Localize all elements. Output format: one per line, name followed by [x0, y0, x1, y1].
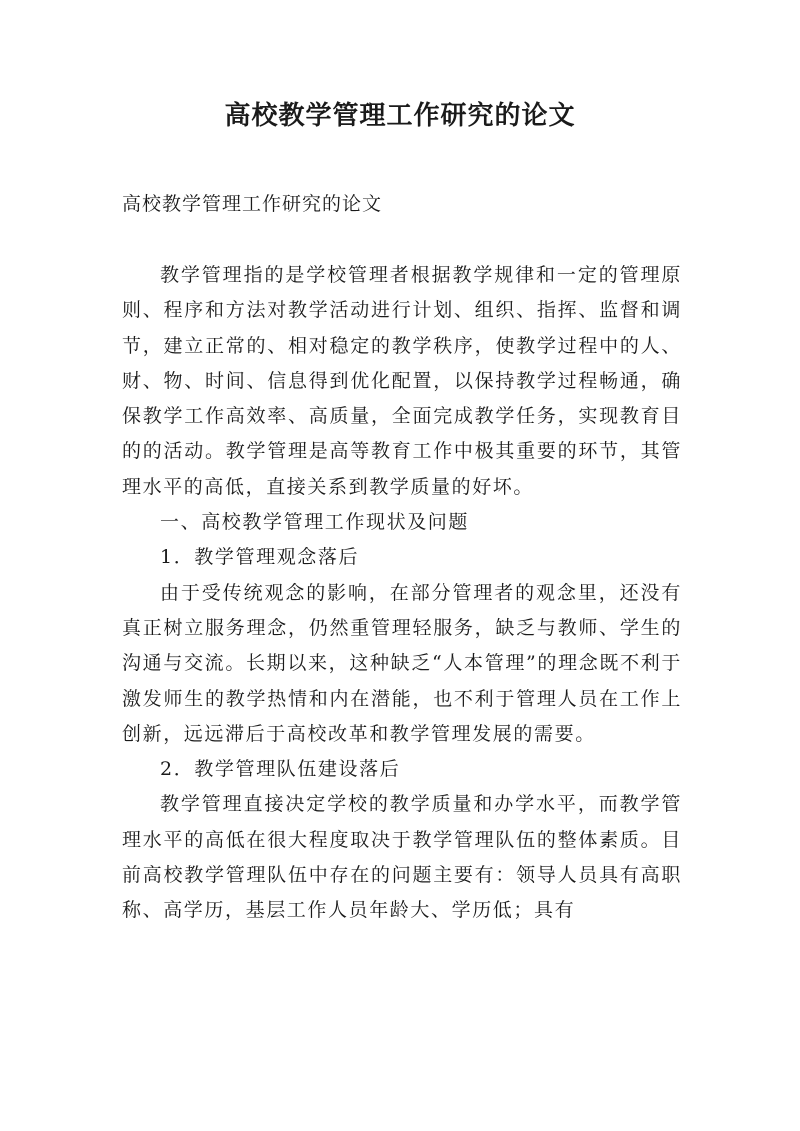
subsection-heading-2: 2．教学管理队伍建设落后 — [160, 758, 401, 781]
intro-paragraph: 教学管理指的是学校管理者根据教学规律和一定的管理原则、程序和方法对教学活动进行计划、组织、指挥、监督和调节，建立正常的、相对稳定的教学秩序，使教学过程中的人、财、物、时间、信息得到优化配置，以保持教学过程畅通，确保教学工作高效率、高质量，全面完成教学任务，实现教育目的的活动。教学管理是高等教育工作中极其重要的环节，其管理水平的高低，直接关系到教学质量的好坏。 — [122, 264, 682, 498]
paragraph-management-team: 教学管理直接决定学校的教学质量和办学水平，而教学管理水平的高低在很大程度取决于教学管理队伍的整体素质。目前高校教学管理队伍中存在的问题主要有：领导人员具有高职称、高学历，基层工作人员年龄大、学历低；具有 — [122, 793, 682, 922]
paragraph-management-concept: 由于受传统观念的影响，在部分管理者的观念里，还没有真正树立服务理念，仍然重管理轻服务，缺乏与教师、学生的沟通与交流。长期以来，这种缺乏“人本管理”的理念既不利于激发师生的教学热情和内在潜能，也不利于管理人员在工作上创新，远远滞后于高校改革和教学管理发展的需要。 — [122, 581, 682, 745]
section-heading-1: 一、高校教学管理工作现状及问题 — [160, 511, 470, 534]
document-subtitle: 高校教学管理工作研究的论文 — [122, 193, 383, 215]
document-body — [122, 258, 682, 929]
subsection-heading-1: 1．教学管理观念落后 — [160, 546, 360, 569]
document-title: 高校教学管理工作研究的论文 — [224, 101, 576, 131]
